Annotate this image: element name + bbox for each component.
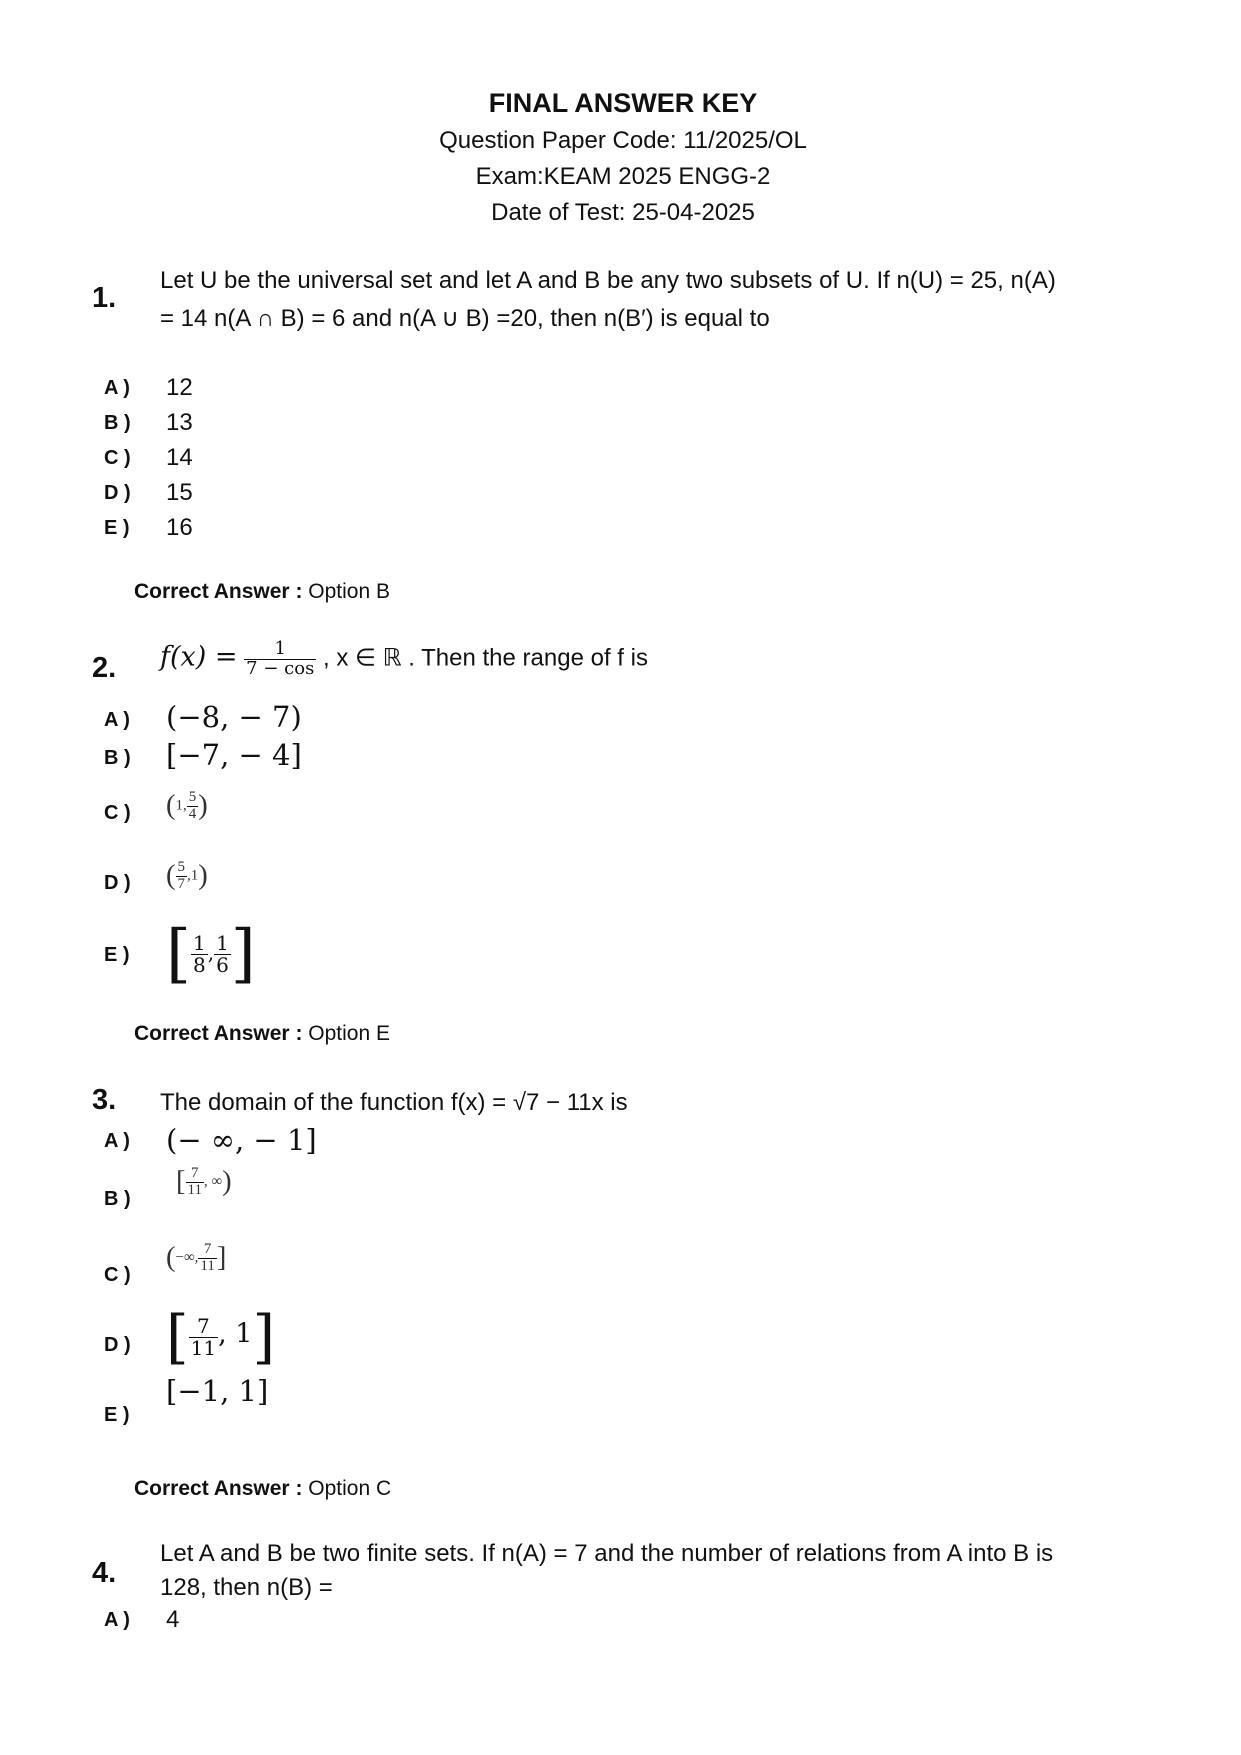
option-value: [−1, 1] xyxy=(166,1374,269,1408)
option-value: [ $\frac{7}{11}$ , ∞) xyxy=(176,1165,232,1198)
fraction xyxy=(189,1313,218,1360)
question-text-line: Let U be the universal set and let A and B be any two subsets of U. If n(U) = 25, n(A) xyxy=(160,267,1056,294)
correct-answer-label: Correct Answer : xyxy=(134,1022,303,1045)
option-value: (−8, − 7) xyxy=(166,700,302,734)
test-date: Date of Test: 25-04-2025 xyxy=(491,199,755,226)
option-value: ( $\frac{5}{7}$ ,1) xyxy=(166,859,208,892)
question-number: 4. xyxy=(92,1557,117,1589)
fraction-denominator: 11 xyxy=(187,1181,202,1198)
option-value: 12 xyxy=(166,374,193,401)
interval-end: , 1 xyxy=(218,1318,253,1350)
fraction-denominator: 7 xyxy=(177,875,185,892)
fraction-numerator: 1 xyxy=(216,930,229,955)
correct-answer xyxy=(134,1477,391,1501)
fraction-denominator: 4 xyxy=(188,805,197,822)
interval-end: ,1 xyxy=(187,867,199,884)
correct-answer-value: Option B xyxy=(308,580,390,603)
option-label: D ) xyxy=(104,872,131,894)
option-value: 14 xyxy=(166,444,193,471)
option-label: B ) xyxy=(104,1188,131,1210)
correct-answer-value: Option E xyxy=(308,1022,390,1045)
interval-start: −∞, xyxy=(175,1249,199,1266)
option-label: B ) xyxy=(104,747,131,769)
question-text-suffix: , x ∈ ℝ . Then the range of f is xyxy=(322,644,648,672)
fraction-numerator: 1 xyxy=(244,640,316,660)
question-text-line: Let A and B be two finite sets. If n(A) = 7 and the number of relations from A into B is xyxy=(160,1540,1054,1567)
fraction-numerator: 7 xyxy=(186,1166,204,1183)
correct-answer xyxy=(134,1022,390,1046)
fraction xyxy=(191,930,208,977)
option-label: C ) xyxy=(104,447,131,469)
option-label: D ) xyxy=(104,1334,131,1356)
option-label: E ) xyxy=(104,1404,130,1426)
question-number: 2. xyxy=(92,652,117,684)
option-label: E ) xyxy=(104,517,130,539)
option-value: [ $\frac{7}{11}$ , 1] xyxy=(166,1303,276,1371)
option-value: 16 xyxy=(166,514,193,541)
correct-answer xyxy=(134,580,390,604)
fraction-denominator: 7 − cos xyxy=(246,657,315,679)
fraction xyxy=(176,860,188,893)
fraction-numerator: 7 xyxy=(198,1242,216,1259)
fraction xyxy=(214,930,231,977)
fraction-numerator: 5 xyxy=(188,789,197,805)
fraction-numerator: 1 xyxy=(192,930,206,955)
fraction-numerator: 5 xyxy=(177,859,185,875)
option-label: D ) xyxy=(104,482,131,504)
option-value: 4 xyxy=(166,1606,180,1633)
question-text xyxy=(160,1537,1150,1605)
fraction-numerator: 7 xyxy=(189,1316,218,1338)
option-value: (− ∞, − 1] xyxy=(166,1123,317,1157)
fraction-denominator: 11 xyxy=(190,1335,217,1360)
fraction-denominator: 6 xyxy=(216,952,229,977)
function-definition: f(x) = xyxy=(160,641,238,673)
question-paper-code: Question Paper Code: 11/2025/OL xyxy=(439,127,807,154)
exam-name: Exam:KEAM 2025 ENGG-2 xyxy=(475,163,771,190)
option-label: C ) xyxy=(104,1264,131,1286)
question-text: The domain of the function f(x) = √7 − 11x is xyxy=(160,1089,628,1116)
option-value: [−7, − 4] xyxy=(166,738,302,772)
option-value: [ $\frac{1}{8}$ , $\frac{1}{6}$ ] xyxy=(166,917,256,991)
option-label: A ) xyxy=(104,377,130,399)
fraction-denominator: 11 xyxy=(200,1257,215,1274)
option-label: A ) xyxy=(104,1130,130,1152)
correct-answer-value: Option C xyxy=(308,1477,392,1500)
question-number: 1. xyxy=(92,282,117,314)
fraction-denominator: 8 xyxy=(192,952,206,977)
answer-key-header xyxy=(0,88,1241,227)
interval-end: , ∞ xyxy=(203,1173,223,1190)
option-label: A ) xyxy=(104,709,130,731)
correct-answer-label: Correct Answer : xyxy=(134,1477,303,1500)
question-text-line: = 14 n(A ∩ B) = 6 and n(A ∪ B) =20, then n(B′) is equal to xyxy=(160,305,770,332)
question-text xyxy=(160,640,1150,679)
fraction xyxy=(198,1242,216,1275)
option-value: 13 xyxy=(166,409,193,436)
fraction xyxy=(186,1166,204,1199)
option-value: (−∞, $\frac{7}{11}$ ] xyxy=(166,1241,227,1274)
correct-answer-label: Correct Answer : xyxy=(134,580,303,603)
option-label: E ) xyxy=(104,944,130,966)
option-value: 15 xyxy=(166,479,193,506)
interval-start: 1, xyxy=(175,797,187,814)
page-title: FINAL ANSWER KEY xyxy=(488,88,758,118)
fraction xyxy=(187,790,199,823)
question-text-line: 128, then n(B) = xyxy=(160,1574,333,1601)
option-value: (1, $\frac{5}{4}$ ) xyxy=(166,789,208,822)
question-number: 3. xyxy=(92,1084,117,1116)
option-label: C ) xyxy=(104,802,131,824)
fraction xyxy=(244,640,316,679)
option-label: B ) xyxy=(104,412,131,434)
option-label: A ) xyxy=(104,1609,130,1631)
question-text xyxy=(160,262,1150,338)
